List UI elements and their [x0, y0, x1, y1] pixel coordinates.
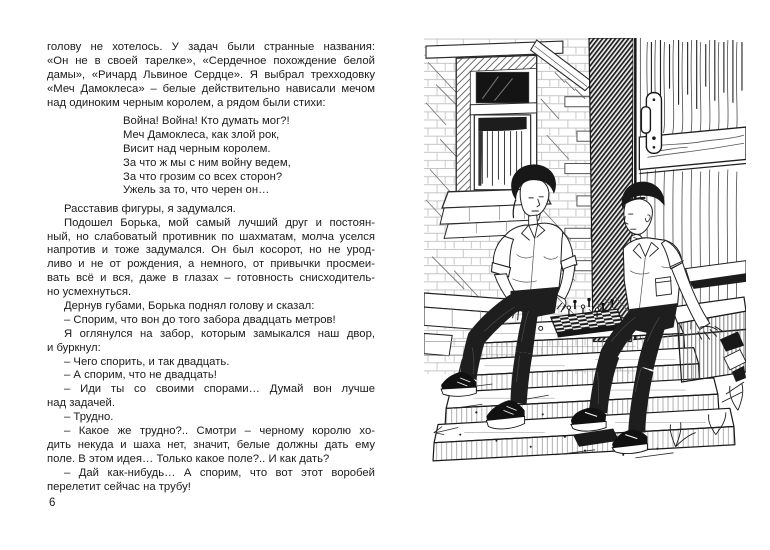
text-line: Ужель за то, что черен он… — [123, 184, 270, 197]
paragraph — [47, 356, 375, 370]
text-line: ливо и не от рождения, а немного, от привычки просмеи- — [47, 258, 375, 271]
text-line: перелетит сейчас на трубу! — [47, 480, 191, 493]
text-line: напротив и тоже задумался. Он был косорот, но не урод- — [47, 244, 375, 257]
text-line: Висит над черным королем. — [123, 142, 271, 155]
text-line: Подошел Борька, мой самый лучший друг и постоян- — [64, 216, 375, 229]
text-line: – Чего спорить, и так двадцать. — [64, 355, 230, 368]
text-line: над задачей. — [47, 397, 115, 410]
text-line: За что грозим со всех сторон? — [123, 170, 283, 183]
paragraph — [47, 314, 375, 328]
paragraph — [47, 425, 375, 467]
paragraph — [47, 383, 375, 411]
text-line: – Какое же трудно?.. Смотри – черному королю хо- — [64, 425, 375, 438]
text-line: ный, но слабоватый противник по шахматам, молча уселся — [47, 230, 375, 243]
text-line: За что ж мы с ним войну ведем, — [123, 156, 291, 169]
text-line: голову не хотелось. У задач были странные названия: — [47, 41, 375, 53]
text-line: над одиноким черным королем, а рядом были стихи: — [47, 96, 326, 109]
text-line: – Дай как-нибудь… А спорим, что вот этот воробей — [64, 466, 375, 479]
text-line: Война! Война! Кто думать мог?! — [123, 114, 290, 127]
text-line: и буркнул: — [47, 341, 101, 354]
paragraph — [47, 203, 375, 217]
illustration — [424, 38, 746, 468]
paragraph — [47, 41, 375, 110]
text-line: вать всё и вся, даже в глазах – готовность снисходитель- — [47, 272, 375, 285]
paragraph — [47, 369, 375, 383]
text-line: – Спорим, что вон до того забора двадцать метров! — [64, 313, 336, 326]
paragraph — [47, 467, 375, 495]
window-top-pane — [476, 72, 528, 102]
text-line: – А спорим, что не двадцать! — [64, 369, 217, 382]
text-line: но усмехнуться. — [47, 286, 132, 299]
poem — [123, 115, 375, 198]
text-line: «Он не в своей тарелке», «Сердечное похождение белой — [47, 54, 375, 67]
page-number: 6 — [49, 497, 56, 509]
text-column — [47, 41, 375, 495]
text-line: – Трудно. — [64, 411, 114, 424]
text-line: Меч Дамоклеса, как злой рок, — [123, 128, 280, 141]
text-line: дить некуда и шаха нет, значит, белые должны дать ему — [47, 438, 375, 451]
paragraph — [47, 411, 375, 425]
text-line: «Меч Дамоклеса» – белые действительно нависали мечом — [47, 82, 375, 95]
text-line: Я оглянулся на забор, которым замыкался наш двор, — [64, 327, 375, 340]
text-line: – Иди ты со своими спорами… Думай вон лучше — [64, 383, 375, 396]
paragraph — [47, 217, 375, 300]
text-line: поле. В этом идея… Только какое поле?.. И как дать? — [47, 452, 330, 465]
paragraph — [47, 328, 375, 356]
text-line: Расставив фигуры, я задумался. — [64, 202, 236, 215]
text-line: Дернув губами, Борька поднял голову и сказал: — [64, 300, 315, 313]
paragraph — [47, 300, 375, 314]
text-line: дамы», «Ричард Львиное Сердце». Я выбрал трехходовку — [47, 68, 375, 81]
